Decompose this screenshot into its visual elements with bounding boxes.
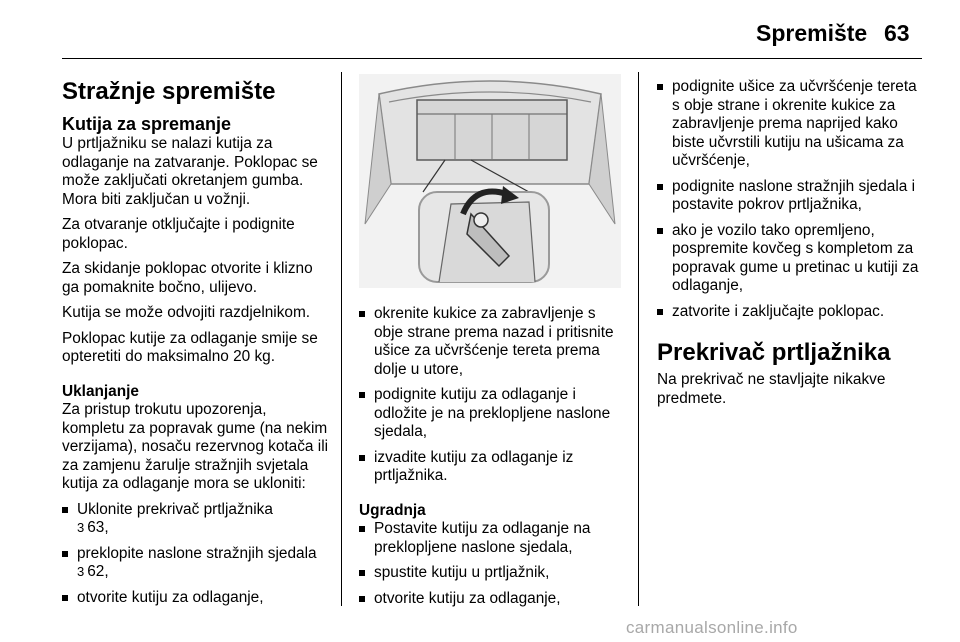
subheading-removal: Uklanjanje [62, 382, 139, 400]
illustration-storage-box [359, 74, 621, 288]
page-number: 63 [884, 20, 910, 46]
paragraph: Za skidanje poklopac otvorite i klizno ga pomaknite bočno, ulijevo. [62, 260, 313, 296]
trunk-illustration [359, 74, 621, 288]
list-item: preklopite naslone stražnjih sjedala 3 62, [62, 545, 330, 582]
list-item: Postavite kutiju za odlaganje na preklopljene naslone sjedala, [359, 520, 625, 557]
header-rule [62, 58, 922, 59]
list-item: otvorite kutiju za odlaganje, [359, 590, 625, 609]
list-item: Uklonite prekrivač prtljažnika 3 63, [62, 501, 330, 538]
page-reference-icon: 3 [77, 564, 85, 579]
bullet-icon [62, 507, 68, 513]
removal-intro: Za pristup trokutu upozorenja, kompletu za popravak gume (na nekim verzijama), nosaču rezervnog kotača ili za zamjenu žarulje stražnjih svjetala kutija za odlaganje mora se ukloniti: [62, 401, 329, 492]
column-divider-1 [341, 72, 342, 606]
installation-list [359, 520, 625, 608]
bullet-icon [62, 551, 68, 557]
bullet-icon [359, 570, 365, 576]
paragraph: Na prekrivač ne stavljajte nikakve predmete. [657, 371, 886, 407]
removal-list [62, 501, 330, 608]
paragraph: Za otvaranje otključajte i podignite poklopac. [62, 216, 295, 252]
page-reference[interactable]: 62, [87, 563, 109, 580]
list-item: ako je vozilo tako opremljeno, pospremite kovčeg s kompletom za popravak gume u pretinac u kutiji za odlaganje, [657, 222, 925, 296]
page-reference-icon: 3 [77, 520, 85, 535]
column-divider-2 [638, 72, 639, 606]
removal-steps-list [359, 305, 625, 486]
list-item: okrenite kukice za zabravljenje s obje strane prema nazad i pritisnite ušice za učvršćenje tereta prema dolje u utore, [359, 305, 625, 379]
list-item: spustite kutiju u prtljažnik, [359, 564, 625, 583]
bullet-icon [657, 309, 663, 315]
bullet-icon [359, 596, 365, 602]
bullet-icon [359, 455, 365, 461]
bullet-icon [657, 84, 663, 90]
list-item: otvorite kutiju za odlaganje, [62, 589, 330, 608]
watermark: carmanualsonline.info [626, 618, 798, 637]
bullet-icon [62, 595, 68, 601]
list-item: podignite ušice za učvršćenje tereta s obje strane i okrenite kukice za zabravljenje prema naprijed kako biste učvrstili kutiju na ušicama za učvršćenje, [657, 78, 925, 171]
section-heading-luggage-cover: Prekrivač prtljažnika [657, 339, 891, 366]
bullet-icon [657, 184, 663, 190]
paragraph: U prtljažniku se nalazi kutija za odlaganje na zatvaranje. Poklopac se može zaključati okretanjem gumba. Mora biti zaključan u vožnji. [62, 135, 318, 208]
page-reference[interactable]: 63, [87, 519, 109, 536]
column-2 [359, 74, 625, 615]
section-heading-rear-storage: Stražnje spremište [62, 78, 276, 105]
list-item: izvadite kutiju za odlaganje iz prtljažnika. [359, 449, 625, 486]
column-1 [62, 78, 330, 614]
paragraph: Poklopac kutije za odlaganje smije se opteretiti do maksimalno 20 kg. [62, 329, 318, 365]
bullet-icon [359, 311, 365, 317]
bullet-icon [359, 392, 365, 398]
bullet-icon [359, 526, 365, 532]
subheading-installation: Ugradnja [359, 501, 426, 519]
list-item: zatvorite i zaključajte poklopac. [657, 303, 925, 322]
column-3 [657, 78, 925, 415]
bullet-icon [657, 228, 663, 234]
subheading-storage-box: Kutija za spremanje [62, 114, 232, 134]
running-header-title: Spremište [756, 20, 868, 46]
list-item: podignite naslone stražnjih sjedala i postavite pokrov prtljažnika, [657, 178, 925, 215]
installation-continued-list [657, 78, 925, 321]
paragraph: Kutija se može odvojiti razdjelnikom. [62, 304, 311, 321]
list-item: podignite kutiju za odlaganje i odložite je na preklopljene naslone sjedala, [359, 386, 625, 442]
